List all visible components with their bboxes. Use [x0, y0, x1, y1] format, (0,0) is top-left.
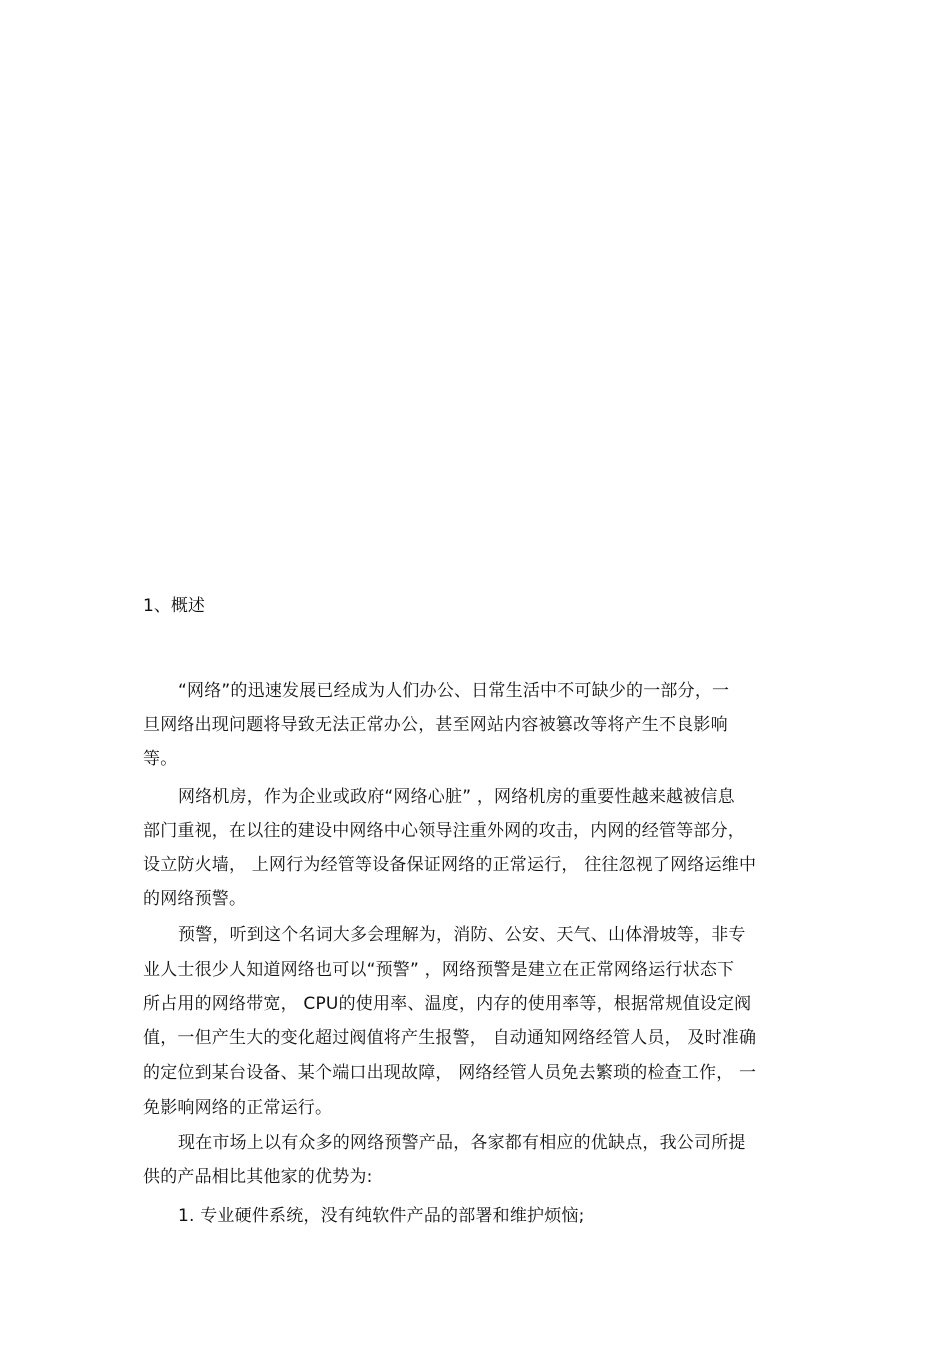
paragraph-line: “网络”的迅速发展已经成为人们办公、日常生活中不可缺少的一部分，一: [178, 681, 730, 701]
section-heading: 1、概述: [143, 596, 205, 616]
paragraph-line: 预警，听到这个名词大多会理解为，消防、公安、天气、山体滑坡等，非专: [178, 925, 746, 945]
paragraph-line: 设立防火墙， 上网行为经管等设备保证网络的正常运行， 往往忽视了网络运维中: [143, 855, 757, 875]
paragraph-line: 供的产品相比其他家的优势为:: [143, 1167, 373, 1187]
paragraph-line: 的网络预警。: [143, 889, 247, 909]
paragraph-line: 等。: [143, 749, 178, 769]
paragraph-line: 所占用的网络带宽， CPU的使用率、温度，内存的使用率等，根据常规值设定阀: [143, 994, 752, 1014]
paragraph-line: 的定位到某台设备、某个端口出现故障， 网络经管人员免去繁琐的检查工作， 一: [143, 1063, 757, 1083]
paragraph-line: 旦网络出现问题将导致无法正常办公，甚至网站内容被篡改等将产生不良影响: [143, 715, 728, 735]
paragraph-line: 值，一但产生大的变化超过阀值将产生报警， 自动通知网络经管人员， 及时准确: [143, 1028, 757, 1048]
paragraph-line: 免影响网络的正常运行。: [143, 1098, 333, 1118]
list-item: 1. 专业硬件系统，没有纯软件产品的部署和维护烦恼;: [178, 1206, 585, 1226]
paragraph-line: 业人士很少人知道网络也可以“预警” ，网络预警是建立在正常网络运行状态下: [143, 960, 735, 980]
paragraph-line: 网络机房，作为企业或政府“网络心脏” ，网络机房的重要性越来越被信息: [178, 787, 735, 807]
paragraph-line: 部门重视，在以往的建设中网络中心领导注重外网的攻击，内网的经管等部分，: [143, 821, 745, 841]
paragraph-line: 现在市场上以有众多的网络预警产品，各家都有相应的优缺点，我公司所提: [178, 1133, 746, 1153]
